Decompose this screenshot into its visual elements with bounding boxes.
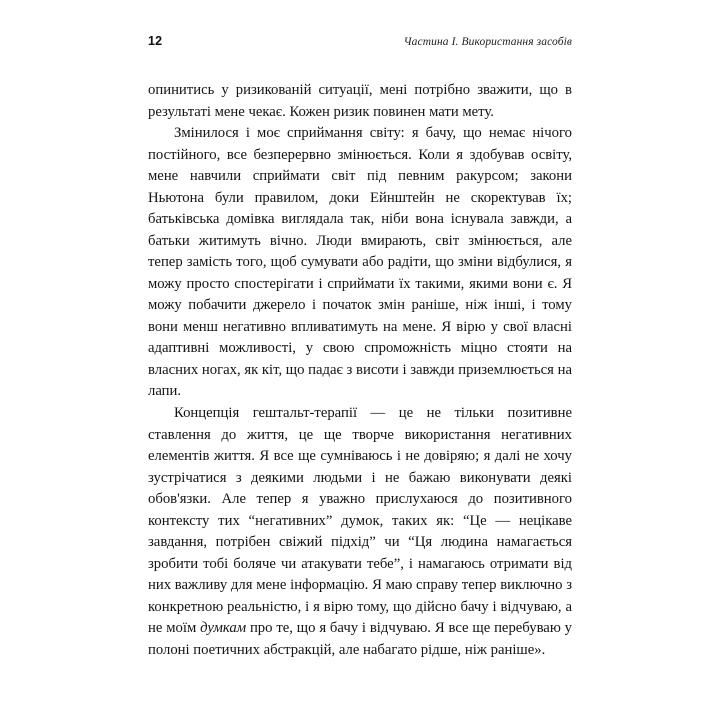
page-number: 12 xyxy=(148,34,163,48)
running-head-title: Частина I. Використання засобів xyxy=(403,36,572,48)
paragraph-text-part: про те, що я бачу і відчуваю. Я все ще перебуваю у полоні поетичних абстракцій, але набагато рідше, ніж раніше». xyxy=(148,620,572,658)
paragraph: опинитись у ризикованій ситуації, мені потрібно зважити, що в результаті мене чекає. Кожен ризик повинен мати мету. xyxy=(148,82,572,120)
paragraph xyxy=(148,403,572,661)
running-head xyxy=(148,34,572,54)
paragraph: Змінилося і моє сприймання світу: я бачу, що немає нічого постійного, все безперервно змінюється. Коли я здобував освіту, мене навчили сприймати світ під певним ракурсом; закони Ньютона були правилом, доки Ейнштейн не скоректував їх; батьківська домівка виглядала так, ніби вона існувала завжди, а батьки житимуть вічно. Люди вмирають, світ змінюється, але тепер замість того, щоб сумувати або радіти, що зміни відбулися, я можу просто спостерігати і сприймати їх такими, якими вони є. Я можу побачити джерело і початок змін раніше, ніж інші, і тому вони менш негативно впливатимуть на мене. Я вірю у свої власні адаптивні можливості, у свою спроможність міцно стояти на власних ногах, як кіт, що падає з висоти і завжди приземлюється на лапи. xyxy=(148,125,572,400)
paragraph-text-part: Концепція гештальт-терапії — це не тільки позитивне ставлення до життя, це ще творче використання негативних елементів життя. Я все ще сумніваюсь і не довіряю; я далі не хочу зустрічатися з деякими людьми і не бажаю виконувати деякі обов'язки. Але тепер я уважно прислухаюся до позитивного контексту тих “негативних” думок, таких як: “Це — нецікаве завдання, потрібен свіжий підхід” чи “Ця людина намагається зробити тобі боляче чи атакувати тебе”, і намагаюсь отримати від них важливу для мене інформацію. Я маю справу тепер виключно з конкретною реальністю, і я вірю тому, що дійсно бачу і відчуваю, а не моїм xyxy=(148,404,572,637)
body-text xyxy=(148,80,572,661)
emphasized-word: думкам xyxy=(200,620,247,637)
